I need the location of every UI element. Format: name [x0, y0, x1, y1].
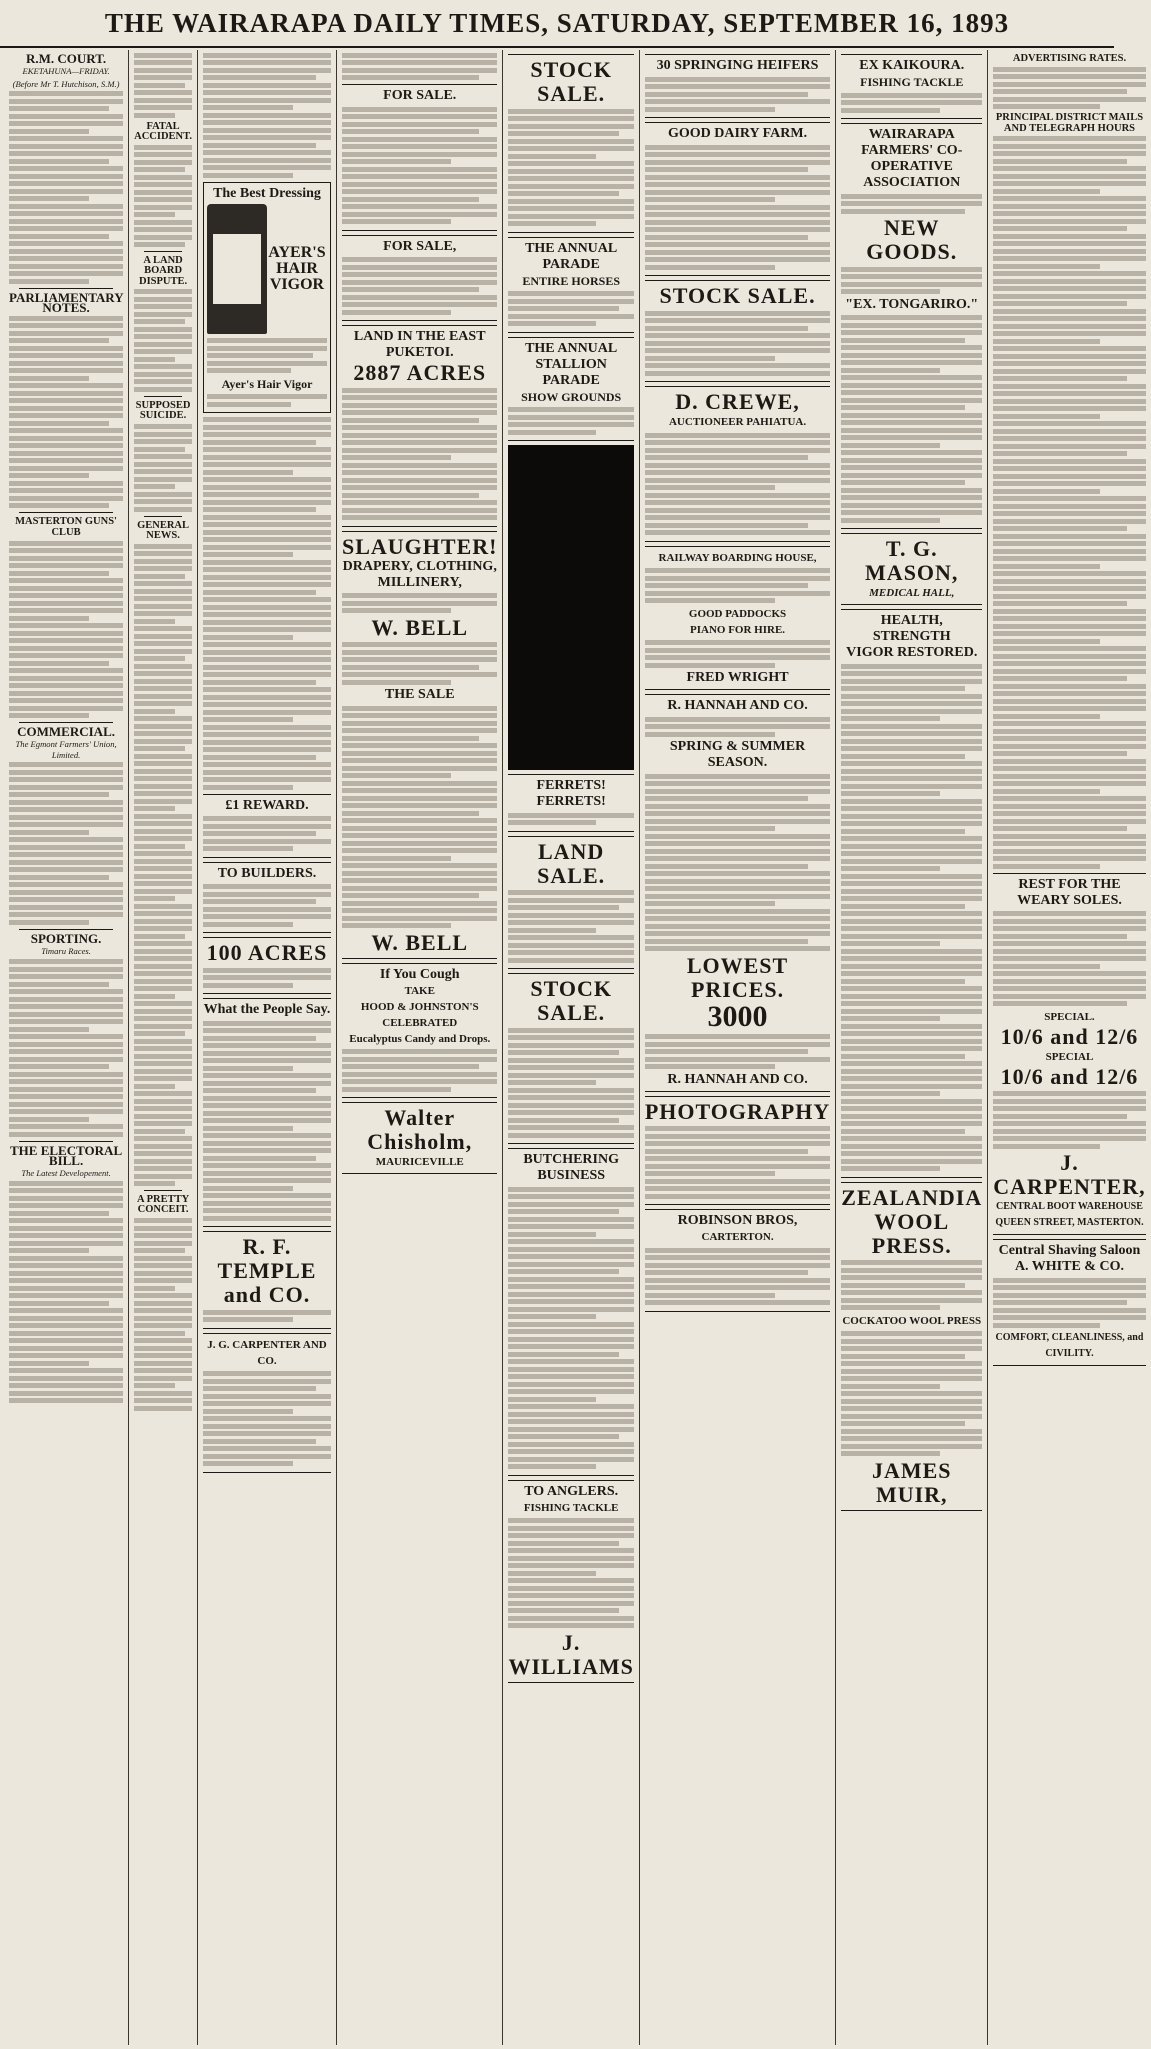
ferrets-ad: [508, 774, 633, 832]
paddocks-title: GOOD PADDOCKS: [688, 607, 787, 620]
dairy-farm-title: GOOD DAIRY FARM.: [667, 126, 808, 141]
commercial-heading: COMMERCIAL.: [17, 724, 115, 740]
eketahuna-stock-ad: [645, 280, 830, 382]
acres-ad: [203, 937, 331, 994]
cockatoo-title: COCKATOO WOOL PRESS: [842, 1314, 982, 1327]
people-say-title: What the People Say.: [203, 1002, 331, 1017]
mason-title: T. G. MASON,: [865, 536, 959, 585]
price-title-2: 10/6 and 12/6: [1000, 1063, 1139, 1089]
anglers-title: TO ANGLERS.: [524, 1483, 619, 1499]
mauriceville-label: MAURICEVILLE: [375, 1156, 464, 1168]
pretty-conceit-heading: A PRETTY CONCEIT.: [136, 1194, 190, 1216]
eucalyptus-title: Eucalyptus Candy and Drops.: [349, 1032, 491, 1045]
court-place: EKETAHUNA—FRIDAY.: [22, 66, 110, 77]
column-3: [198, 50, 337, 2045]
article-text: [9, 541, 123, 719]
suicide-heading: SUPPOSED SUICIDE.: [135, 399, 191, 422]
drapery-title: DRAPERY, CLOTHING, MILLINERY,: [342, 558, 497, 590]
column-2: [129, 50, 198, 2045]
show-title: SHOW GROUNDS: [521, 389, 622, 404]
medical-hall-title: MEDICAL HALL,: [869, 587, 955, 599]
crewe-title: D. CREWE,: [675, 389, 800, 414]
price-title-1: 10/6 and 12/6: [1000, 1023, 1139, 1049]
stock-sale-ad: [508, 54, 633, 233]
page-columns: [4, 50, 1146, 2045]
health-ad: [841, 609, 982, 1178]
egmont-heading: The Egmont Farmers' Union, Limited.: [15, 739, 117, 760]
slaughter-ad: [342, 531, 497, 959]
article-text: [134, 1218, 192, 1411]
ad-text: [342, 53, 497, 81]
general-news-heading: GENERAL NEWS.: [137, 519, 190, 541]
people-say-ad: [203, 998, 331, 1227]
forsale-title: FOR SALE.: [383, 88, 457, 103]
zealandia-title: ZEALANDIA: [841, 1184, 983, 1210]
timaru-heading: Timaru Races.: [41, 946, 91, 957]
wbell-title-2: W. BELL: [371, 929, 469, 955]
robinson-ad: [645, 1209, 830, 1312]
article-text: [9, 91, 123, 284]
zealandia-ad: [841, 1182, 982, 1511]
reward-ad: [203, 794, 331, 858]
mason-ad: [841, 533, 982, 605]
boarding-title: RAILWAY BOARDING HOUSE,: [658, 551, 817, 564]
fred-wright-title: FRED WRIGHT: [686, 670, 789, 685]
acres-title: 100 ACRES: [206, 940, 328, 965]
bottle-illustration: [207, 204, 267, 334]
comfort-title: COMFORT, CLEANLINESS, and CIVILITY.: [995, 1332, 1144, 1360]
queen-street-title: QUEEN STREET, MASTERTON.: [995, 1217, 1144, 1229]
article-text: [203, 53, 331, 178]
butchering-title: BUTCHERING BUSINESS: [523, 1152, 619, 1183]
column-1: [4, 50, 129, 2045]
ad-text: [993, 67, 1145, 110]
temple-title: R. F. TEMPLE and CO.: [217, 1234, 317, 1307]
butchering-ad: [508, 1148, 633, 1476]
adv-rates-heading: ADVERTISING RATES.: [1012, 53, 1127, 64]
mails-heading: PRINCIPAL DISTRICT MAILS AND TELEGRAPH HOURS: [995, 112, 1144, 134]
annual-parade-ad: [508, 237, 633, 333]
sale-title: FOR SALE,: [383, 238, 457, 254]
electoral-heading: THE ELECTORAL BILL.: [10, 1142, 123, 1168]
column-5: [503, 50, 639, 2045]
carpenter-title: J. CARPENTER,: [993, 1150, 1146, 1200]
new-goods-title: NEW GOODS.: [866, 215, 958, 264]
land-sale-title: LAND SALE.: [537, 838, 606, 888]
dairy-farm-ad: [645, 122, 830, 276]
health-title: HEALTH, STRENGTH: [872, 613, 951, 644]
take-label: TAKE: [404, 984, 435, 997]
article-text: [993, 136, 1145, 869]
three-thousand-title: 3000: [707, 999, 768, 1033]
farmers-title: WAIRARAPA FARMERS' CO-OPERATIVE ASSOCIATION: [861, 127, 963, 190]
anglers-ad: [508, 1480, 633, 1683]
wool-press-title: WOOL PRESS.: [871, 1208, 952, 1258]
fishing-title: FISHING TACKLE: [523, 1501, 619, 1514]
fishing-tackle-title: FISHING TACKLE: [860, 75, 964, 89]
photography-ad: [645, 1096, 830, 1206]
thesale-title: THE SALE: [384, 687, 455, 702]
sporting-heading: SPORTING.: [30, 930, 102, 946]
shaving-title: Central Shaving Saloon: [998, 1243, 1141, 1259]
article-text: [9, 762, 123, 925]
forsale-ad: [342, 84, 497, 231]
carpenter-title: J. G. CARPENTER AND CO.: [207, 1338, 327, 1367]
ayer-advertisement: [203, 182, 331, 414]
article-text: [134, 544, 192, 1187]
muir-title: JAMES MUIR,: [871, 1457, 952, 1507]
vigor-title: VIGOR RESTORED.: [846, 645, 978, 660]
chisholm-ad: [342, 1102, 497, 1174]
tenders-title: TO BUILDERS.: [217, 865, 317, 881]
spring-summer-title: SPRING & SUMMER SEASON.: [669, 739, 806, 770]
hood-title: HOOD & JOHNSTON'S CELEBRATED: [360, 1000, 479, 1029]
fatal-accident-heading: FATAL ACCIDENT.: [134, 120, 192, 142]
special-label-1: SPECIAL.: [1044, 1010, 1095, 1023]
cough-ad: [342, 963, 497, 1099]
white-title: A. WHITE & CO.: [1014, 1259, 1124, 1275]
hannah-ad: [645, 694, 830, 1092]
williams-title: J. WILLIAMS: [508, 1629, 634, 1679]
wbell-title: W. BELL: [371, 614, 469, 640]
chisholm-title: Walter Chisholm,: [367, 1105, 473, 1154]
ad-text: [207, 394, 327, 407]
article-text: [134, 145, 192, 248]
taratahi-ad: [508, 973, 633, 1144]
hannah-title: R. HANNAH AND CO.: [667, 698, 808, 713]
rest-ad: [993, 873, 1145, 1236]
taratahi-title: STOCK SALE.: [530, 976, 612, 1025]
article-text: [134, 53, 192, 118]
land-dispute-heading: A LAND BOARD DISPUTE.: [139, 255, 188, 287]
ad-title: The Best Dressing: [213, 185, 321, 201]
heifers-title: 30 SPRINGING HEIFERS: [656, 58, 819, 73]
stallion-title: THE ANNUAL STALLION PARADE: [525, 340, 618, 388]
piano-hire-title: PIANO FOR HIRE.: [690, 623, 786, 636]
article-text: [203, 417, 331, 790]
article-text: [9, 1181, 123, 1404]
tenders-ad: [203, 862, 331, 934]
shaving-ad: [993, 1239, 1145, 1366]
farmers-ad: [841, 123, 982, 529]
carpenter-ad: [203, 1333, 331, 1473]
entire-title: ENTIRE HORSES: [522, 273, 621, 288]
land-title: LAND IN THE EAST PUKETOI.: [353, 329, 486, 360]
robinson-title: ROBINSON BROS,: [677, 1213, 798, 1228]
parliamentary-heading: PARLIAMENTARY NOTES.: [9, 289, 124, 316]
tongariro-title: "EX. TONGARIRO.": [845, 296, 979, 312]
photography-title: PHOTOGRAPHY: [644, 1098, 831, 1124]
stock-sale-title: STOCK SALE.: [530, 57, 612, 106]
land-sale-ad: [508, 836, 633, 970]
column-6: [640, 50, 836, 2045]
kaikoura-ad: [841, 54, 982, 119]
article-text: [134, 289, 192, 392]
heifers-ad: [645, 54, 830, 118]
redacted-block: [508, 445, 633, 770]
acres-title: 2887 ACRES: [353, 360, 487, 385]
electoral-subheading: The Latest Developement.: [21, 1168, 111, 1179]
ad-text: [207, 338, 327, 373]
article-text: [134, 424, 192, 512]
special-label-2: SPECIAL: [1045, 1050, 1094, 1063]
eketahuna-stock-title: STOCK SALE.: [659, 283, 816, 308]
stallion-ad: [508, 337, 633, 442]
court-before: (Before Mr T. Hutchison, S.M.): [12, 78, 120, 89]
auctioneer-title: AUCTIONEER PAHIATUA.: [668, 416, 807, 428]
annual-parade-title: THE ANNUAL PARADE: [525, 240, 618, 272]
reward-title: £1 REWARD.: [225, 797, 309, 813]
guns-club-heading: MASTERTON GUNS' CLUB: [15, 516, 117, 538]
column-7: [836, 50, 988, 2045]
carterton-title: CARTERTON.: [701, 1231, 774, 1243]
crewe-ad: [645, 386, 830, 542]
hannah-title-2: R. HANNAH AND CO.: [667, 1071, 808, 1087]
kaikoura-title: EX KAIKOURA.: [859, 58, 965, 73]
column-8: [988, 50, 1150, 2045]
article-text: [9, 959, 123, 1137]
forsale-ad-2: [342, 235, 497, 322]
lowest-prices-title: LOWEST PRICES.: [686, 952, 789, 1002]
ayer-footer: Ayer's Hair Vigor: [221, 376, 313, 391]
boarding-ad: [645, 546, 830, 691]
ayer-brand: AYER'S HAIR VIGOR: [268, 243, 326, 293]
article-text: [9, 316, 123, 509]
column-4: [337, 50, 503, 2045]
court-heading: R.M. COURT.: [25, 51, 107, 66]
boot-warehouse-title: CENTRAL BOOT WAREHOUSE: [996, 1201, 1143, 1213]
ferrets-title: FERRETS! FERRETS!: [536, 778, 606, 809]
temple-ad: [203, 1231, 331, 1329]
land-ad: [342, 325, 497, 527]
masthead: [0, 0, 1114, 48]
cough-title: If You Cough: [379, 966, 460, 982]
slaughter-title: SLAUGHTER!: [342, 533, 498, 559]
rest-title: REST FOR THE WEARY SOLES.: [1017, 876, 1122, 908]
newspaper-title: THE WAIRARAPA DAILY TIMES, SATURDAY, SEPTEMBER 16, 1893: [104, 8, 1010, 38]
